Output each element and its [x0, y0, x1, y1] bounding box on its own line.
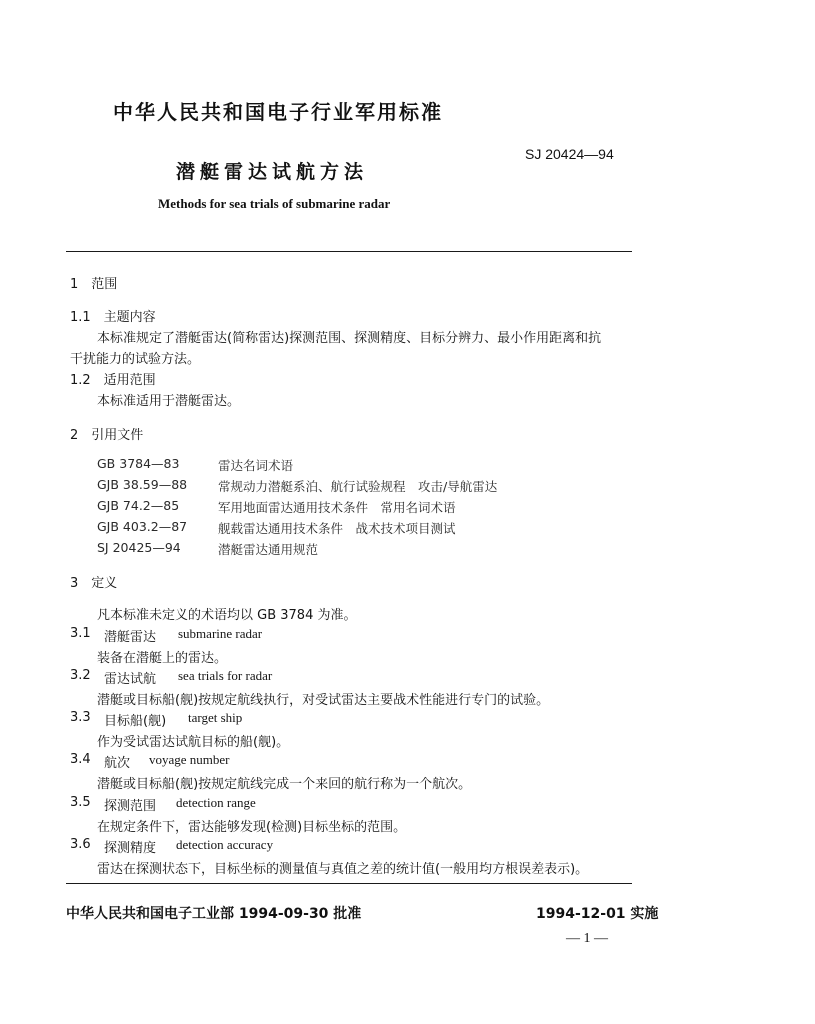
document-title-en: Methods for sea trials of submarine radar — [158, 196, 391, 211]
term-name-en: submarine radar — [178, 626, 263, 641]
term-name-en: target ship — [188, 710, 243, 725]
term-number: 3.4 — [70, 752, 91, 767]
document-code: SJ 20424—94 — [525, 146, 614, 162]
section-1-2-heading: 1.2 适用范围 — [70, 373, 156, 388]
effective-date: 1994-12-01 实施 — [536, 906, 659, 922]
reference-code: GJB 38.59—88 — [97, 477, 188, 492]
term-name-cn: 潜艇雷达 — [104, 630, 157, 645]
term-name-cn: 目标船(舰) — [104, 714, 167, 729]
term-name-cn: 航次 — [104, 756, 131, 771]
term-definition: 雷达在探测状态下，目标坐标的测量值与真值之差的统计值(一般用均方根误差表示)。 — [97, 862, 589, 877]
section-1-1-text-line-2: 干扰能力的试验方法。 — [70, 352, 201, 367]
term-number: 3.3 — [70, 710, 91, 725]
section-1-heading: 1 范围 — [70, 277, 118, 292]
term-definition: 潜艇或目标船(舰)按规定航线执行，对受试雷达主要战术性能进行专门的试验。 — [97, 693, 550, 708]
reference-code: GJB 403.2—87 — [97, 519, 188, 534]
section-3-heading: 3 定义 — [70, 576, 118, 591]
section-1-2-text: 本标准适用于潜艇雷达。 — [97, 394, 241, 409]
reference-title: 军用地面雷达通用技术条件 常用名词术语 — [218, 500, 456, 515]
reference-title: 雷达名词术语 — [218, 458, 294, 473]
section-1-1-heading: 1.1 主题内容 — [70, 310, 156, 325]
section-3-intro: 凡本标准未定义的术语均以 GB 3784 为准。 — [97, 608, 357, 623]
term-definition: 在规定条件下，雷达能够发现(检测)目标坐标的范围。 — [97, 820, 407, 835]
reference-title: 舰载雷达通用技术条件 战术技术项目测试 — [218, 521, 456, 536]
term-name-en: detection range — [176, 795, 256, 810]
term-name-en: sea trials for radar — [178, 668, 273, 683]
reference-code: SJ 20425—94 — [97, 540, 181, 555]
header-rule — [66, 251, 632, 252]
reference-code: GJB 74.2—85 — [97, 498, 180, 513]
term-number: 3.5 — [70, 795, 91, 810]
term-definition: 作为受试雷达试航目标的船(舰)。 — [97, 735, 290, 750]
reference-title: 常规动力潜艇系泊、航行试验规程 攻击/导航雷达 — [218, 479, 498, 494]
term-name-en: detection accuracy — [176, 837, 274, 852]
footer-rule — [66, 883, 632, 884]
term-name-cn: 探测精度 — [104, 841, 157, 856]
term-name-en: voyage number — [149, 752, 230, 767]
term-name-cn: 雷达试航 — [104, 672, 157, 687]
section-1-1-text-line-1: 本标准规定了潜艇雷达(简称雷达)探测范围、探测精度、目标分辨力、最小作用距离和抗 — [97, 331, 602, 346]
standard-series-title: 中华人民共和国电子行业军用标准 — [113, 100, 443, 124]
section-2-heading: 2 引用文件 — [70, 428, 144, 443]
term-number: 3.1 — [70, 626, 91, 641]
document-title-cn: 潜艇雷达试航方法 — [176, 161, 369, 183]
term-definition: 装备在潜艇上的雷达。 — [97, 651, 228, 666]
term-number: 3.6 — [70, 837, 91, 852]
term-name-cn: 探测范围 — [104, 799, 157, 814]
page-number: — 1 — — [566, 931, 608, 946]
term-definition: 潜艇或目标船(舰)按规定航线完成一个来回的航行称为一个航次。 — [97, 777, 472, 792]
reference-title: 潜艇雷达通用规范 — [218, 542, 319, 557]
approval-statement: 中华人民共和国电子工业部 1994-09-30 批准 — [66, 906, 362, 922]
term-number: 3.2 — [70, 668, 91, 683]
reference-code: GB 3784—83 — [97, 456, 180, 471]
